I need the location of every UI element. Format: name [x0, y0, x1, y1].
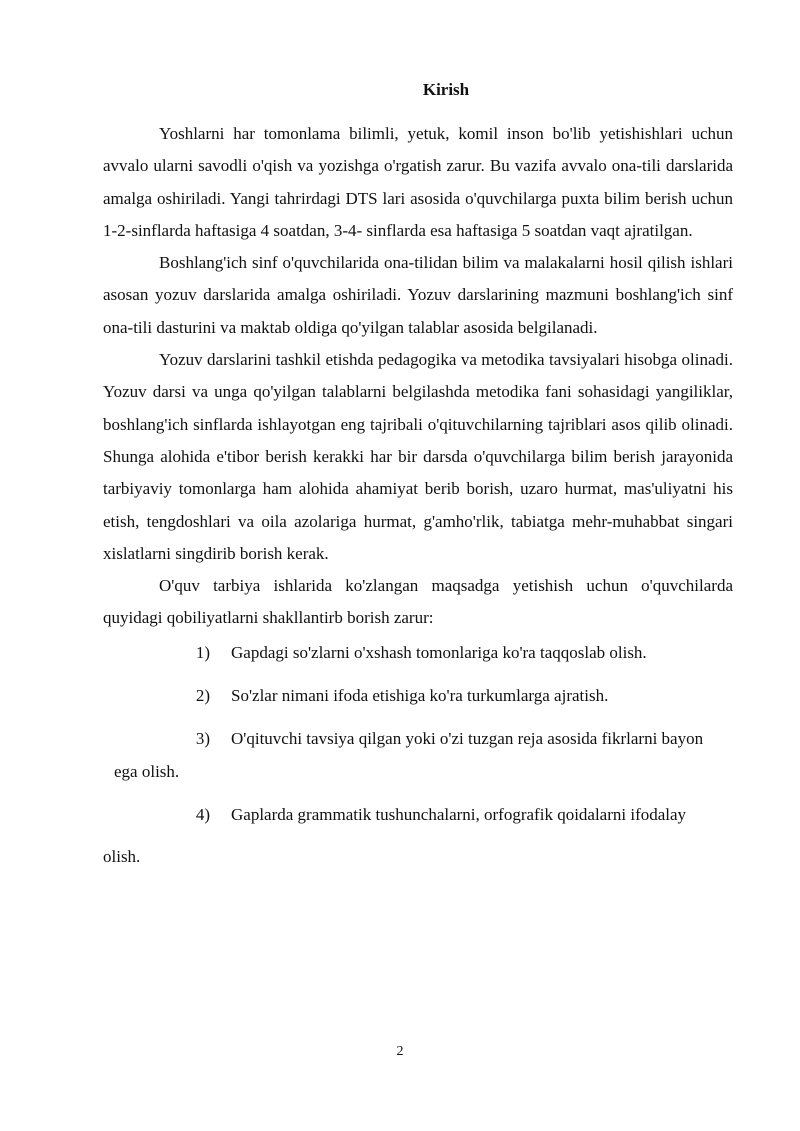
paragraph-3: Yozuv darslarini tashkil etishda pedagogika va metodika tavsiyalari hisobga olinadi. Yozuv darsi va unga qo'yilgan talablarni belgilashda metodika fani sohasidagi yangiliklar, boshlang'ich sinflarda ishlayotgan eng tajribali o'qituvchilarning tajriblari asos qilib olinadi. Shunga alohida e'tibor berish kerakki har bir darsda o'quvchilarga bilim berish jarayonida tarbiyaviy tomonlarga ham alohida ahamiyat berib borish, uzaro hurmat, mas'uliyatni his etish, tengdoshlari va oila azolariga hurmat, g'amho'rlik, tabiatga mehr-muhabbat singari xislatlarni singdirib borish kerak.: [103, 350, 733, 563]
list-item: [103, 637, 733, 669]
list-item: [103, 723, 733, 788]
paragraph-2: Boshlang'ich sinf o'quvchilarida ona-tilidan bilim va malakalarni hosil qilish ishlari asosan yozuv darslarida amalga oshiriladi. Yozuv darslarining mazmuni boshlang'ich sinf ona-tili dasturini va maktab oldiga qo'yilgan talablar asosida belgilanadi.: [103, 253, 733, 337]
list-item-number: 3): [195, 729, 210, 749]
page-number: 2: [396, 1044, 404, 1059]
list-item-continuation: ega olish.: [114, 761, 180, 781]
list-item-number: 2): [195, 686, 210, 706]
list-item-text: Gaplarda grammatik tushunchalarni, orfografik qoidalarni ifodalay: [231, 804, 687, 824]
list-item-text: O'qituvchi tavsiya qilgan yoki o'zi tuzgan reja asosida fikrlarni bayon: [231, 729, 704, 749]
list-item: [103, 680, 733, 712]
paragraph-4: O'quv tarbiya ishlarida ko'zlangan maqsadga yetishish uchun o'quvchilarda quyidagi qobiliyatlarni shakllantirb borish zarur:: [103, 576, 733, 628]
document-body: [103, 118, 733, 874]
paragraph-1: Yoshlarni har tomonlama bilimli, yetuk, komil inson bo'lib yetishishlari uchun avvalo ularni savodli o'qish va yozishga o'rgatish zarur. Bu vazifa avvalo ona-tili darslarida amalga oshiriladi. Yangi tahrirdagi DTS lari asosida o'quvchilarga puxta bilim berish uchun 1-2-sinflarda haftasiga 4 soatdan, 3-4- sinflarda esa haftasiga 5 soatdan vaqt ajratilgan.: [103, 124, 733, 240]
list-item-number: 1): [195, 642, 210, 662]
document-title: Kirish: [422, 80, 470, 99]
list-item-continuation: olish.: [103, 847, 141, 867]
list-item-number: 4): [195, 804, 210, 824]
list-item: [103, 799, 733, 874]
numbered-list: [103, 637, 733, 874]
list-item-text: Gapdagi so'zlarni o'xshash tomonlariga ko'ra taqqoslab olish.: [231, 642, 647, 662]
list-item-text: So'zlar nimani ifoda etishiga ko'ra turkumlarga ajratish.: [231, 686, 609, 706]
